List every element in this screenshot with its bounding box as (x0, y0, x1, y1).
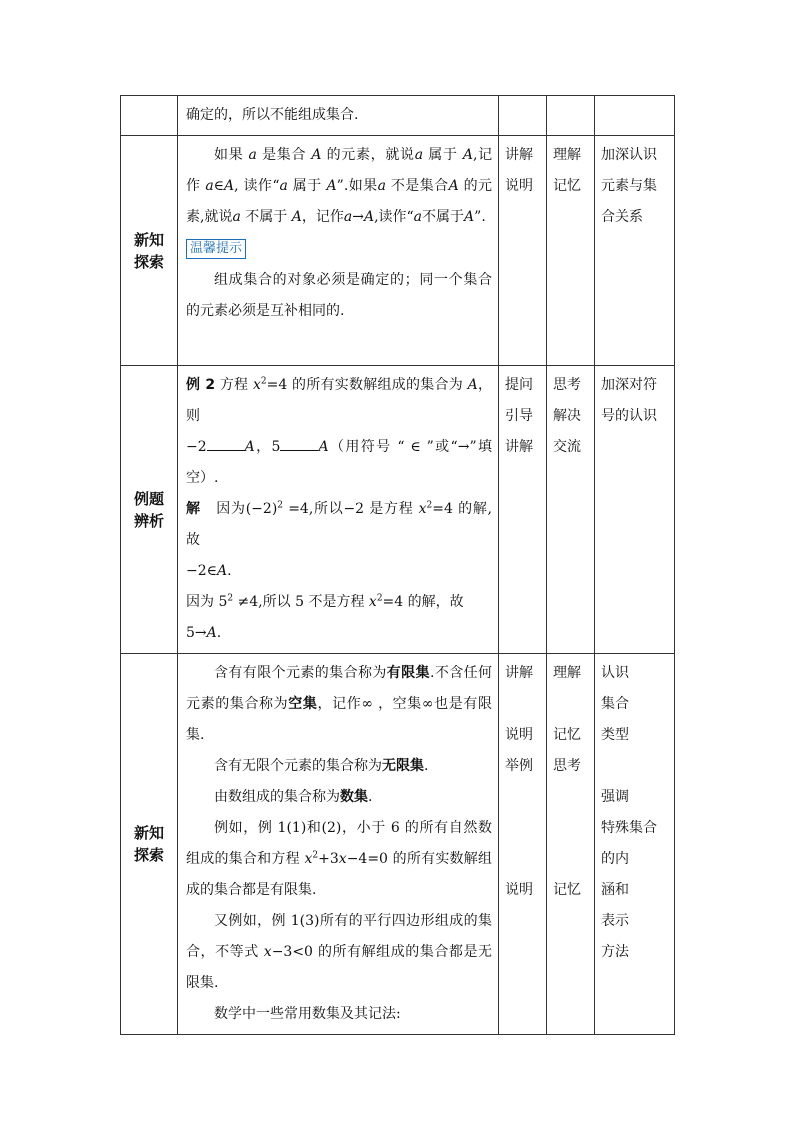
number-sets-intro: 数学中一些常用数集及其记法: (214, 1006, 401, 1022)
purpose-cell (595, 96, 675, 136)
answer-blank (207, 436, 245, 451)
tip-paragraph: 组成集合的对象必须是确定的；同一个集合的元素必须是互补相同的. (186, 272, 492, 319)
table-row (121, 136, 675, 366)
table-row (121, 366, 675, 654)
activity-cell: 理解 记忆 (547, 136, 595, 366)
purpose-cell: 加深对符 号的认识 (595, 366, 675, 654)
solution-paragraph: 解 因为$(-2)^2 =4$,所以−2 是方程 $x^2=4$ 的解,故 −2∈A. (186, 500, 492, 579)
number-set-definition: 由数组成的集合称为数集. (214, 789, 373, 805)
lesson-plan-table (120, 95, 675, 1035)
finite-set-definition: 含有有限个元素的集合称为有限集.不含任何元素的集合称为空集，记作∞ ，空集∞也是有限集. (186, 665, 493, 743)
finite-examples: 例如，例 1(1)和(2)，小于 6 的所有自然数组成的集合和方程 $x^2+3x-4=0$ 的所有实数解组成的集合都是有限集. (186, 820, 492, 898)
content-cell (178, 96, 499, 136)
purpose-cell: 认识 集合 类型 强调 特殊集合 的内 涵和 表示 方法 (595, 654, 675, 1035)
purpose-cell: 加深认识 元素与集 合关系 (595, 136, 675, 366)
fill-blank-line: −2 A，5 A（用符号 “ ∈ ”或“→”填空）. (186, 432, 492, 494)
content-cell (178, 366, 499, 654)
table-row (121, 654, 675, 1035)
content-cell (178, 136, 499, 366)
solution-paragraph: 因为 $5^2 \ne 4$,所以 5 不是方程 $x^2=4$ 的解，故 5→A. (186, 593, 464, 641)
activity-cell: 思考 解决 交流 (547, 366, 595, 654)
continued-text: 确定的，所以不能组成集合. (186, 107, 359, 123)
section-label: 新知 探索 (121, 136, 178, 366)
content-cell (178, 654, 499, 1035)
answer-blank (280, 436, 318, 451)
table-row (121, 96, 675, 136)
section-label: 例题 辨析 (121, 366, 178, 654)
method-cell: 讲解 说明 (499, 136, 547, 366)
definition-paragraph: 如果 a 是集合 A 的元素，就说a 属于 A,记作 a∈A, 读作“a 属于 A”.如果a 不是集合A 的元素,就说a 不属于 A，记作a→A,读作“a不属于A”. (186, 147, 493, 225)
method-cell: 讲解 说明 举例 说明 (499, 654, 547, 1035)
method-cell: 提问 引导 讲解 (499, 366, 547, 654)
infinite-set-definition: 含有无限个元素的集合称为无限集. (214, 758, 429, 774)
infinite-examples: 又例如，例 1(3)所有的平行四边形组成的集合，不等式 x−3<0 的所有解组成的集合都是无限集. (186, 913, 493, 991)
method-cell (499, 96, 547, 136)
activity-cell: 理解 记忆 思考 记忆 (547, 654, 595, 1035)
example-paragraph: 例 2 方程 $x^2=4$ 的所有实数解组成的集合为 A，则 (186, 376, 493, 424)
activity-cell (547, 96, 595, 136)
section-label: 新知 探索 (121, 654, 178, 1035)
tip-label: 温馨提示 (186, 239, 246, 259)
section-cell (121, 96, 178, 136)
